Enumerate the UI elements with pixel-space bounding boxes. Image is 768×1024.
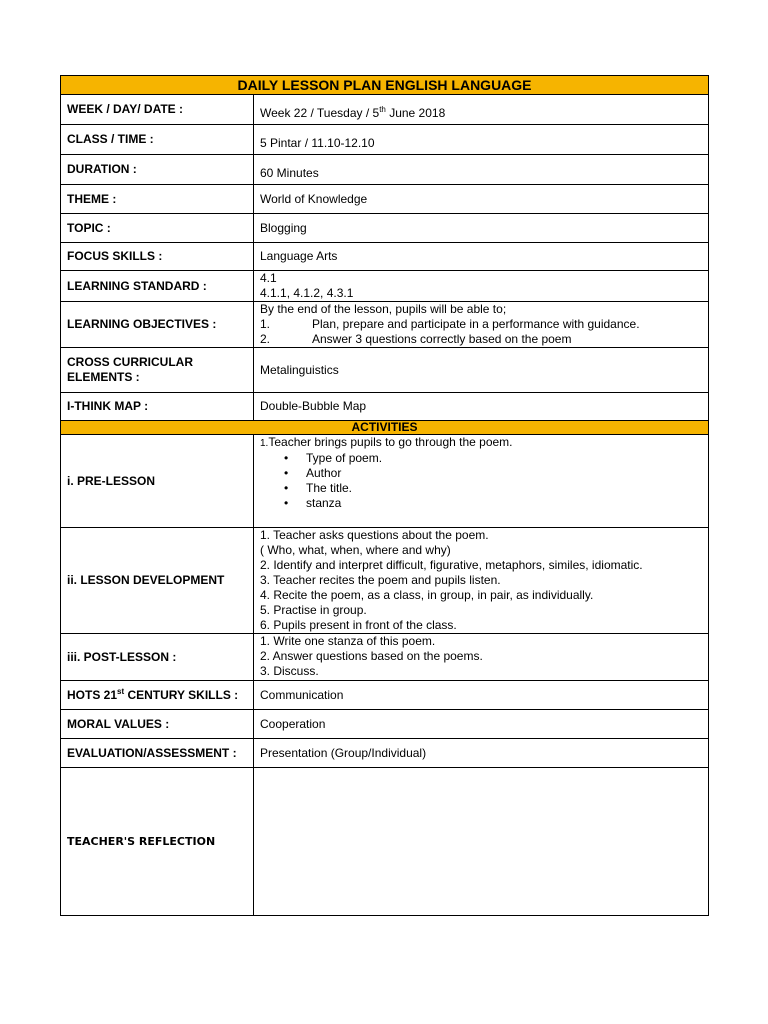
theme-row bbox=[61, 185, 709, 214]
duration-row bbox=[61, 155, 709, 185]
lesson-development-content: 1. Teacher asks questions about the poem. ( Who, what, when, where and why) 2. Identify and interpret difficult, figurative, metaphors, similes, idiomatic. 3. Teacher recites the poem and pupils listen. 4. Recite the poem, as a class, in group, in pair, as individually. 5. Practise in group. 6. Pupils present in front of the class. bbox=[254, 528, 709, 634]
learning-standard-value: 4.1 4.1.1, 4.1.2, 4.3.1 bbox=[254, 271, 709, 302]
teacher-reflection-row bbox=[61, 768, 709, 916]
activities-header-row bbox=[61, 421, 709, 435]
ithink-map-value: Double-Bubble Map bbox=[254, 393, 709, 421]
moral-values-label: MORAL VALUES : bbox=[61, 710, 254, 739]
hots-value: Communication bbox=[254, 681, 709, 710]
evaluation-label: EVALUATION/ASSESSMENT : bbox=[61, 739, 254, 768]
learning-standard-row bbox=[61, 271, 709, 302]
ithink-map-label: I-THINK MAP : bbox=[61, 393, 254, 421]
page-title: DAILY LESSON PLAN ENGLISH LANGUAGE bbox=[61, 76, 709, 95]
title-row bbox=[61, 76, 709, 95]
hots-label: HOTS 21st CENTURY SKILLS : bbox=[61, 681, 254, 710]
learning-objectives-value: By the end of the lesson, pupils will be able to; 1. Plan, prepare and participate in a performance with guidance. 2. Answer 3 questions correctly based on the poem bbox=[254, 302, 709, 348]
topic-value: Blogging bbox=[254, 214, 709, 243]
lesson-development-row bbox=[61, 528, 709, 634]
cross-curricular-label: CROSS CURRICULAR ELEMENTS : bbox=[61, 348, 254, 393]
pre-lesson-row bbox=[61, 435, 709, 528]
lesson-development-label: ii. LESSON DEVELOPMENT bbox=[61, 528, 254, 634]
list-item: • stanza bbox=[284, 496, 702, 511]
focus-skills-label: FOCUS SKILLS : bbox=[61, 243, 254, 271]
cross-curricular-value: Metalinguistics bbox=[254, 348, 709, 393]
evaluation-value: Presentation (Group/Individual) bbox=[254, 739, 709, 768]
learning-objectives-row bbox=[61, 302, 709, 348]
hots-row bbox=[61, 681, 709, 710]
list-item: • Author bbox=[284, 466, 702, 481]
focus-skills-value: Language Arts bbox=[254, 243, 709, 271]
evaluation-row bbox=[61, 739, 709, 768]
learning-standard-label: LEARNING STANDARD : bbox=[61, 271, 254, 302]
theme-label: THEME : bbox=[61, 185, 254, 214]
topic-label: TOPIC : bbox=[61, 214, 254, 243]
pre-lesson-bullet-list bbox=[260, 451, 702, 511]
class-time-value: 5 Pintar / 11.10-12.10 bbox=[254, 125, 709, 155]
post-lesson-content: 1. Write one stanza of this poem. 2. Answer questions based on the poems. 3. Discuss. bbox=[254, 634, 709, 681]
moral-values-value: Cooperation bbox=[254, 710, 709, 739]
post-lesson-label: iii. POST-LESSON : bbox=[61, 634, 254, 681]
duration-label: DURATION : bbox=[61, 155, 254, 185]
pre-lesson-label: i. PRE-LESSON bbox=[61, 435, 254, 528]
cross-curricular-row bbox=[61, 348, 709, 393]
duration-value: 60 Minutes bbox=[254, 155, 709, 185]
teacher-reflection-value bbox=[254, 768, 709, 916]
class-time-row bbox=[61, 125, 709, 155]
objective-item: 1. Plan, prepare and participate in a performance with guidance. bbox=[260, 317, 640, 331]
post-lesson-row bbox=[61, 634, 709, 681]
list-item: • Type of poem. bbox=[284, 451, 702, 466]
week-day-date-label: WEEK / DAY/ DATE : bbox=[61, 95, 254, 125]
moral-values-row bbox=[61, 710, 709, 739]
pre-lesson-content: 1.Teacher brings pupils to go through the poem. • Type of poem. • Author • The title. • stanza bbox=[254, 435, 709, 528]
theme-value: World of Knowledge bbox=[254, 185, 709, 214]
topic-row bbox=[61, 214, 709, 243]
list-item: • The title. bbox=[284, 481, 702, 496]
objective-item: 2. Answer 3 questions correctly based on the poem bbox=[260, 332, 572, 346]
class-time-label: CLASS / TIME : bbox=[61, 125, 254, 155]
teacher-reflection-label: TEACHER'S REFLECTION bbox=[61, 768, 254, 916]
week-day-date-value: Week 22 / Tuesday / 5th June 2018 bbox=[254, 95, 709, 125]
focus-skills-row bbox=[61, 243, 709, 271]
activities-header: ACTIVITIES bbox=[61, 421, 709, 435]
week-day-date-row bbox=[61, 95, 709, 125]
lesson-plan-table bbox=[60, 75, 709, 916]
ithink-map-row bbox=[61, 393, 709, 421]
learning-objectives-label: LEARNING OBJECTIVES : bbox=[61, 302, 254, 348]
